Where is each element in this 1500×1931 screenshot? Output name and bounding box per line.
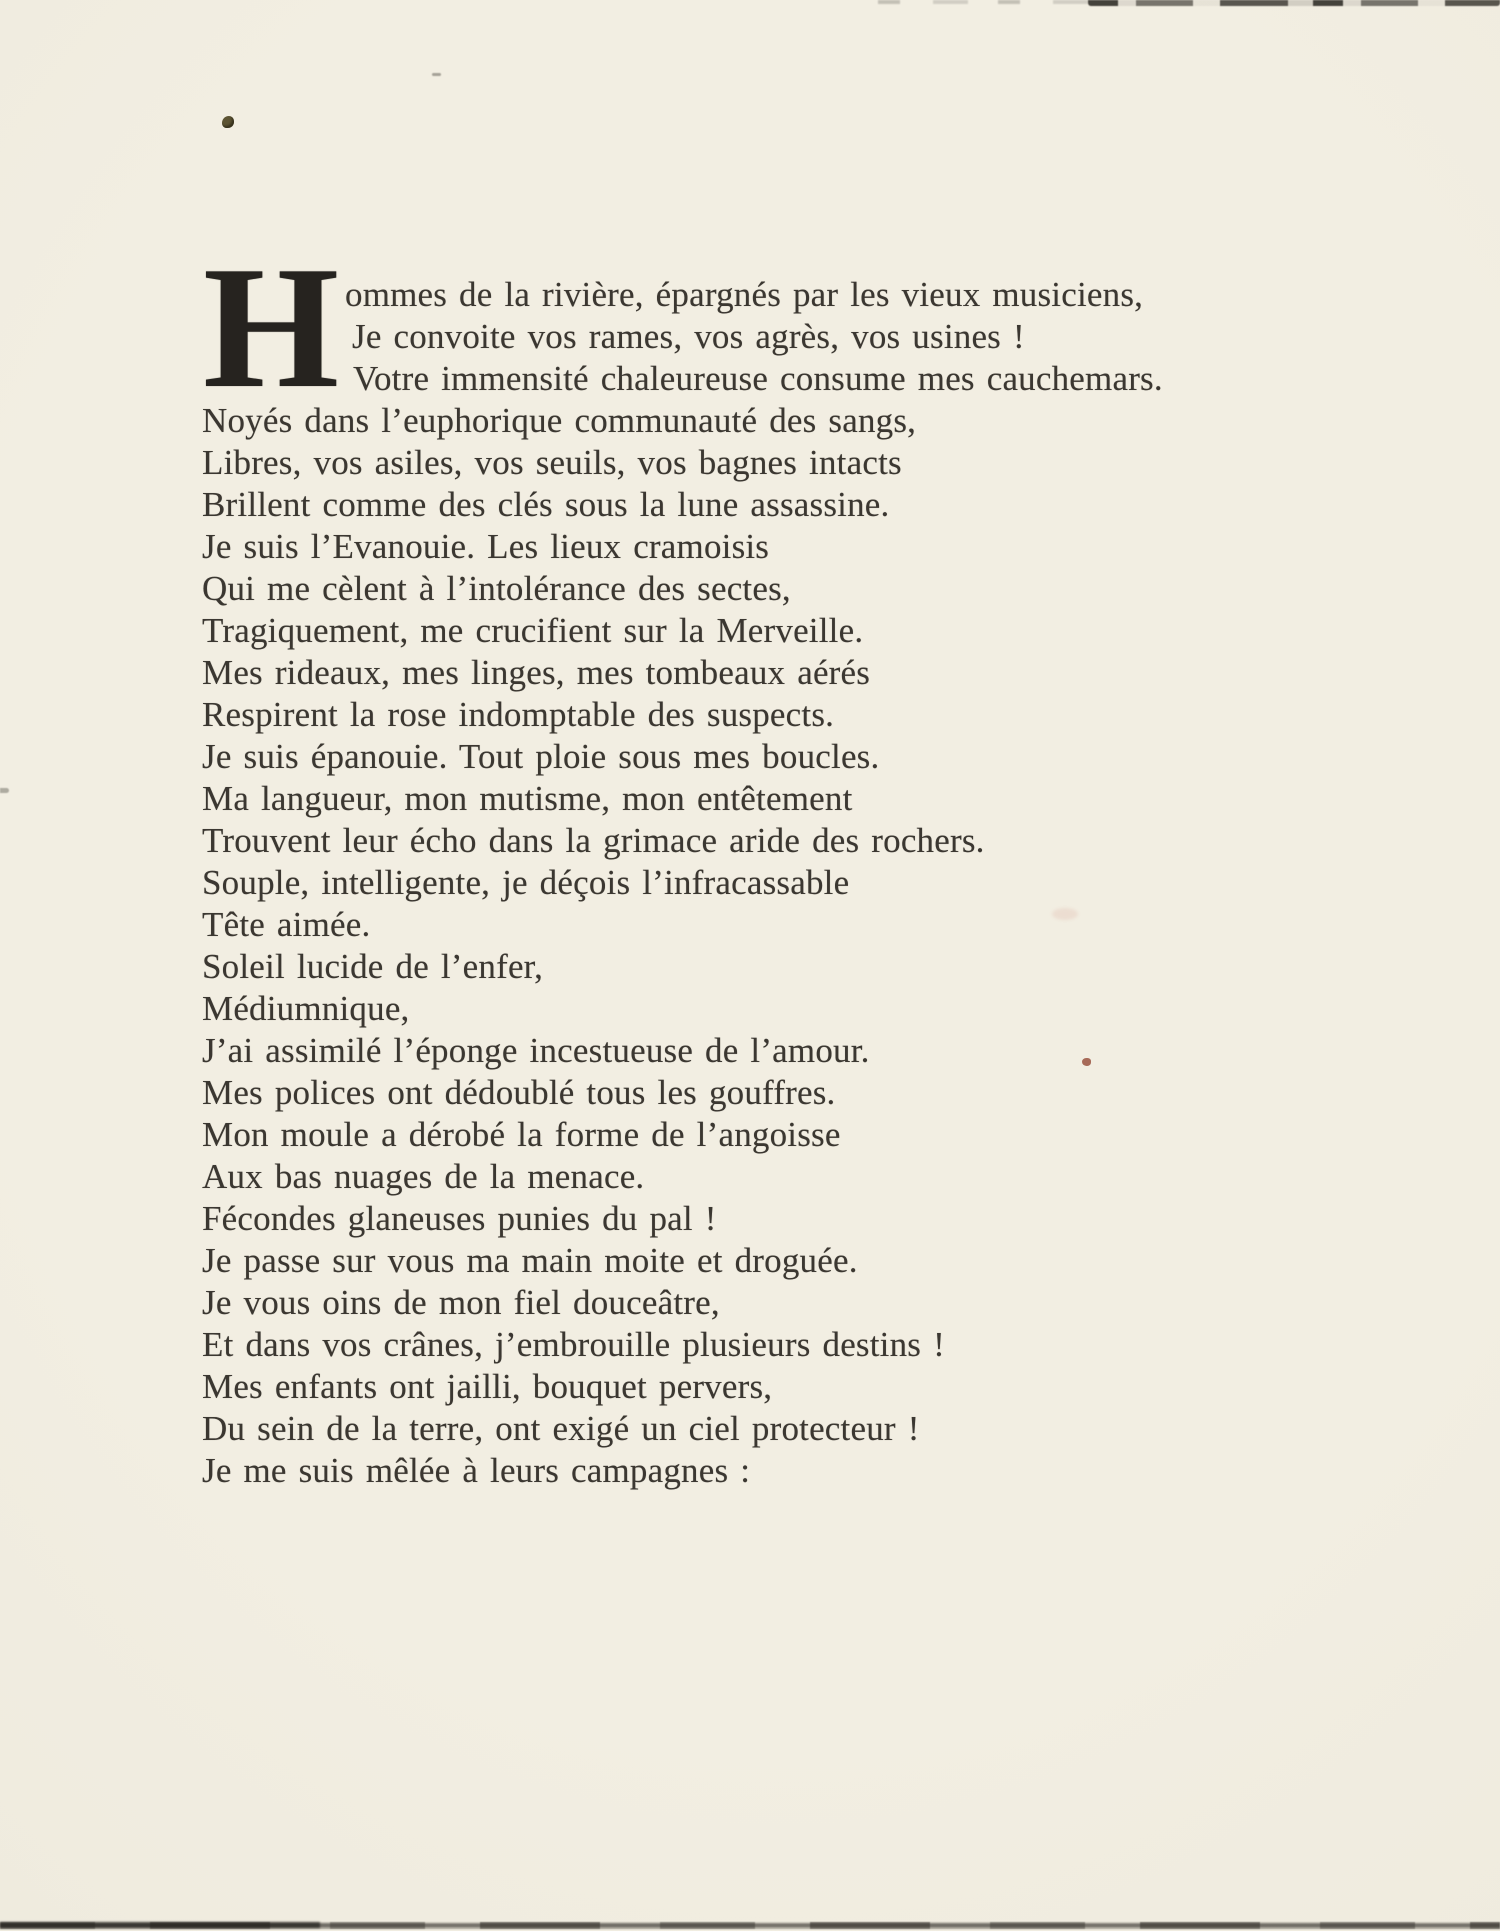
poem-line: ommes de la rivière, épargnés par les vieux musiciens,	[345, 275, 1144, 314]
poem-line: Mon moule a dérobé la forme de l’angoisse	[202, 1115, 841, 1154]
poem-line: Votre immensité chaleureuse consume mes cauchemars.	[353, 359, 1163, 398]
poem-line: Fécondes glaneuses punies du pal !	[202, 1199, 717, 1238]
poem-line: Tête aimée.	[202, 905, 371, 944]
ink-speck	[222, 116, 234, 128]
scan-smudge-top-edge-faint	[878, 0, 1090, 4]
poem-line: Aux bas nuages de la menace.	[202, 1157, 645, 1196]
poem-line: Souple, intelligente, je déçois l’infracassable	[202, 863, 850, 902]
poem-line: Mes polices ont dédoublé tous les gouffres.	[202, 1073, 836, 1112]
poem-line: Tragiquement, me crucifient sur la Merveille.	[202, 611, 864, 650]
poem-line: Je passe sur vous ma main moite et droguée.	[202, 1241, 858, 1280]
poem-line: Ma langueur, mon mutisme, mon entêtement	[202, 779, 853, 818]
poem-opening-lines	[202, 274, 1163, 400]
poem-line: J’ai assimilé l’éponge incestueuse de l’amour.	[202, 1031, 870, 1070]
poem-line: Je suis épanouie. Tout ploie sous mes boucles.	[202, 737, 880, 776]
poem-line: Médiumnique,	[202, 989, 410, 1028]
poem-line: Et dans vos crânes, j’embrouille plusieurs destins !	[202, 1325, 945, 1364]
left-edge-mark	[0, 788, 9, 793]
drop-cap-letter: H	[203, 230, 340, 424]
poem-line: Qui me cèlent à l’intolérance des sectes,	[202, 569, 791, 608]
scan-speck	[432, 73, 441, 76]
poem-body-lines	[202, 400, 1163, 1492]
poem-line: Noyés dans l’euphorique communauté des sangs,	[202, 401, 917, 440]
poem-line: Je suis l’Evanouie. Les lieux cramoisis	[202, 527, 770, 566]
poem-text	[202, 230, 1163, 1492]
scan-smudge-top-edge	[1088, 0, 1500, 6]
poem-line: Je convoite vos rames, vos agrès, vos usines !	[352, 317, 1025, 356]
poem-line: Brillent comme des clés sous la lune assassine.	[202, 485, 890, 524]
poem-line: Mes rideaux, mes linges, mes tombeaux aérés	[202, 653, 871, 692]
poem-line: Je me suis mêlée à leurs campagnes :	[202, 1451, 751, 1490]
poem-line: Trouvent leur écho dans la grimace aride des rochers.	[202, 821, 985, 860]
poem-line: Respirent la rose indomptable des suspects.	[202, 695, 835, 734]
scan-smudge-bottom-left	[0, 1922, 320, 1928]
poem-line: Mes enfants ont jailli, bouquet pervers,	[202, 1367, 773, 1406]
poem-line: Soleil lucide de l’enfer,	[202, 947, 544, 986]
scan-smudge-bottom-edge	[0, 1922, 1500, 1929]
poem-line: Je vous oins de mon fiel douceâtre,	[202, 1283, 720, 1322]
poem-line: Du sein de la terre, ont exigé un ciel protecteur !	[202, 1409, 920, 1448]
poem-line: Libres, vos asiles, vos seuils, vos bagnes intacts	[202, 443, 902, 482]
